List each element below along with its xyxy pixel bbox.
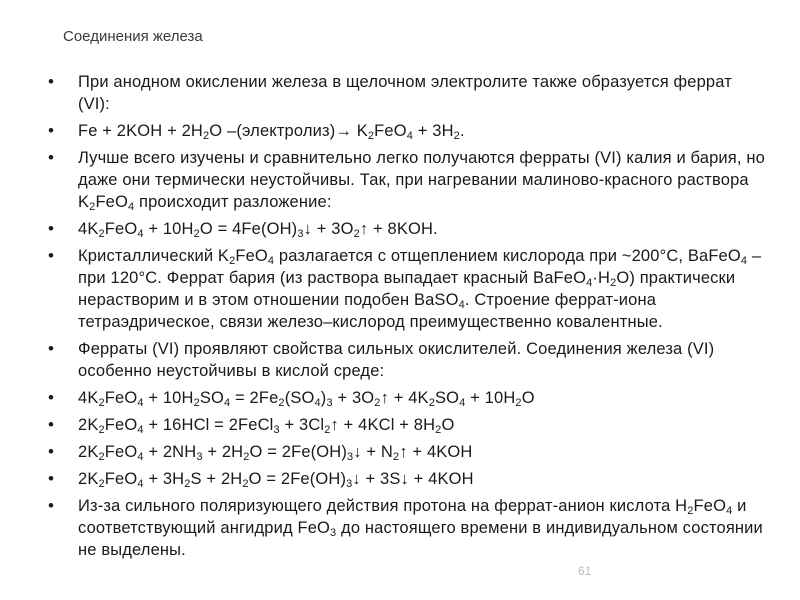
bullet-text: = 2Fe — [230, 389, 279, 407]
bullet-text: O) практически нерастворим и в этом отношении подобен BaSO — [78, 269, 736, 309]
bullet-text: O = 4Fe(OH) — [199, 220, 298, 238]
subscript: 4 — [586, 277, 593, 289]
subscript: 2 — [393, 451, 400, 463]
subscript: 4 — [137, 228, 144, 240]
subscript: 2 — [193, 397, 200, 409]
subscript: 2 — [367, 130, 375, 142]
bullet-item — [48, 147, 768, 213]
bullet-item — [48, 414, 768, 436]
subscript: 2 — [687, 505, 694, 517]
subscript: 2 — [193, 228, 200, 240]
subscript: 4 — [726, 505, 733, 517]
subscript: 2 — [515, 397, 522, 409]
bullet-item — [48, 441, 768, 463]
bullet-text: ↑ + 8KOH. — [359, 220, 438, 238]
subscript: 2 — [98, 451, 105, 463]
subscript: 4 — [458, 299, 465, 311]
bullet-item — [48, 495, 768, 561]
subscript: 2 — [435, 424, 442, 436]
bullet-text: O = 2Fe(OH) — [249, 443, 347, 461]
bullet-text: FeO — [104, 220, 138, 238]
bullet-item — [48, 120, 768, 142]
bullet-text: 2K — [78, 470, 99, 488]
subscript: 2 — [428, 397, 435, 409]
bullet-text: + 10H — [465, 389, 516, 407]
bullet-text: SO — [435, 389, 460, 407]
subscript: 4 — [127, 201, 135, 213]
subscript: 4 — [459, 397, 466, 409]
bullet-text: 2K — [78, 443, 99, 461]
subscript: 4 — [137, 424, 144, 436]
bullet-text: Кристаллический K — [78, 247, 230, 265]
subscript: 2 — [278, 397, 285, 409]
subscript: 4 — [137, 397, 144, 409]
subscript: 2 — [324, 424, 331, 436]
bullet-text: + 10H — [143, 220, 194, 238]
bullet-text: + 3H — [143, 470, 185, 488]
subscript: 3 — [347, 451, 354, 463]
subscript: 2 — [453, 130, 460, 142]
subscript: 2 — [353, 228, 360, 240]
bullet-text: (SO — [284, 389, 315, 407]
subscript: 2 — [242, 478, 249, 490]
subscript: 3 — [196, 451, 203, 463]
bullet-text: FeO — [104, 470, 138, 488]
bullet-text: S + 2H — [190, 470, 243, 488]
bullet-text: ↑ + 4KOH — [399, 443, 473, 461]
bullet-text: ↓ + 3S↓ + 4KOH — [352, 470, 474, 488]
bullet-item — [48, 71, 768, 115]
bullet-text: При анодном окислении железа в щелочном электролите также образуется феррат (VI): — [78, 73, 732, 113]
subscript: 4 — [137, 478, 144, 490]
bullet-text: ↑ + 4KCl + 8H — [330, 416, 436, 434]
bullet-text: до настоящего времени в индивидуальном состоянии не выделены. — [78, 519, 763, 559]
subscript: 2 — [98, 397, 105, 409]
bullet-text: + 3Cl — [279, 416, 325, 434]
bullet-text: ↓ + 3O — [303, 220, 354, 238]
bullet-text: FeO — [104, 443, 138, 461]
bullet-text: Fe + 2KOH + 2H — [78, 122, 203, 140]
bullet-text: O = 2Fe(OH) — [248, 470, 347, 488]
slide-title: Соединения железа — [63, 28, 203, 45]
bullet-text: + 2NH — [143, 443, 197, 461]
bullet-text: ·H — [592, 269, 611, 287]
bullet-text: FeO — [374, 122, 407, 140]
subscript: 3 — [346, 478, 353, 490]
bullet-text: + 2H — [202, 443, 244, 461]
subscript: 3 — [297, 228, 304, 240]
subscript: 2 — [243, 451, 250, 463]
bullet-text: FeO — [693, 497, 727, 515]
bullet-text: SO — [199, 389, 224, 407]
subscript: 2 — [89, 201, 96, 213]
bullet-item — [48, 245, 768, 333]
page-number: 61 — [578, 564, 592, 578]
bullet-list — [48, 71, 768, 566]
bullet-text: O — [521, 389, 535, 407]
bullet-text: и соответствующий ангидрид FeO — [78, 497, 747, 537]
subscript: 2 — [98, 228, 105, 240]
subscript: 4 — [267, 255, 275, 267]
bullet-text: разлагается с отщеплением кислорода при ~200°C, BaFeO — [274, 247, 741, 265]
bullet-text: + 3H — [413, 122, 454, 140]
bullet-text: + 16HCl = 2FeCl — [143, 416, 274, 434]
subscript: 4 — [314, 397, 321, 409]
subscript: 2 — [610, 277, 617, 289]
bullet-item — [48, 387, 768, 409]
subscript: 4 — [740, 255, 748, 267]
bullet-text: O –(электролиз)→ K — [209, 122, 368, 140]
bullet-text: 4K — [78, 389, 99, 407]
subscript: 2 — [184, 478, 191, 490]
bullet-text: Из-за сильного поляризующего действия протона на феррат-анион кислота H — [78, 497, 688, 515]
bullet-text: FeO — [104, 416, 138, 434]
subscript: 4 — [406, 130, 413, 142]
subscript: 2 — [229, 255, 236, 267]
bullet-text: происходит разложение: — [134, 193, 332, 211]
bullet-text: . — [459, 122, 465, 140]
bullet-item — [48, 218, 768, 240]
bullet-item — [48, 338, 768, 382]
subscript: 4 — [137, 451, 144, 463]
bullet-item — [48, 468, 768, 490]
bullet-text: . Строение феррат-иона тетраэдрическое, связи железо–кислород преимущественно ковалентные. — [78, 291, 663, 331]
subscript: 3 — [273, 424, 280, 436]
bullet-text: 4K — [78, 220, 99, 238]
subscript: 4 — [224, 397, 231, 409]
bullet-text: + 10H — [143, 389, 194, 407]
subscript: 2 — [98, 478, 105, 490]
bullet-text: 2K — [78, 416, 99, 434]
subscript: 3 — [326, 397, 333, 409]
bullet-text: FeO — [104, 389, 138, 407]
subscript: 2 — [98, 424, 105, 436]
bullet-text: – при 120°C. Феррат бария (из раствора выпадает красный BaFeO — [78, 247, 762, 287]
bullet-text: FeO — [95, 193, 128, 211]
bullet-text: Лучше всего изучены и сравнительно легко получаются ферраты (VI) калия и бария, но даже они термически неустойчивы. Так, при нагревании малиново-красного раствора K — [78, 149, 765, 211]
bullet-text: FeO — [235, 247, 268, 265]
subscript: 2 — [203, 130, 210, 142]
bullet-text: O — [441, 416, 455, 434]
bullet-text: ↑ + 4K — [380, 389, 429, 407]
bullet-text: ) — [320, 389, 327, 407]
subscript: 3 — [330, 527, 337, 539]
bullet-text: ↓ + N — [353, 443, 394, 461]
bullet-text: Ферраты (VI) проявляют свойства сильных окислителей. Соединения железа (VI) особенно неустойчивы в кислой среде: — [78, 340, 715, 380]
subscript: 2 — [374, 397, 381, 409]
bullet-text: + 3O — [332, 389, 375, 407]
